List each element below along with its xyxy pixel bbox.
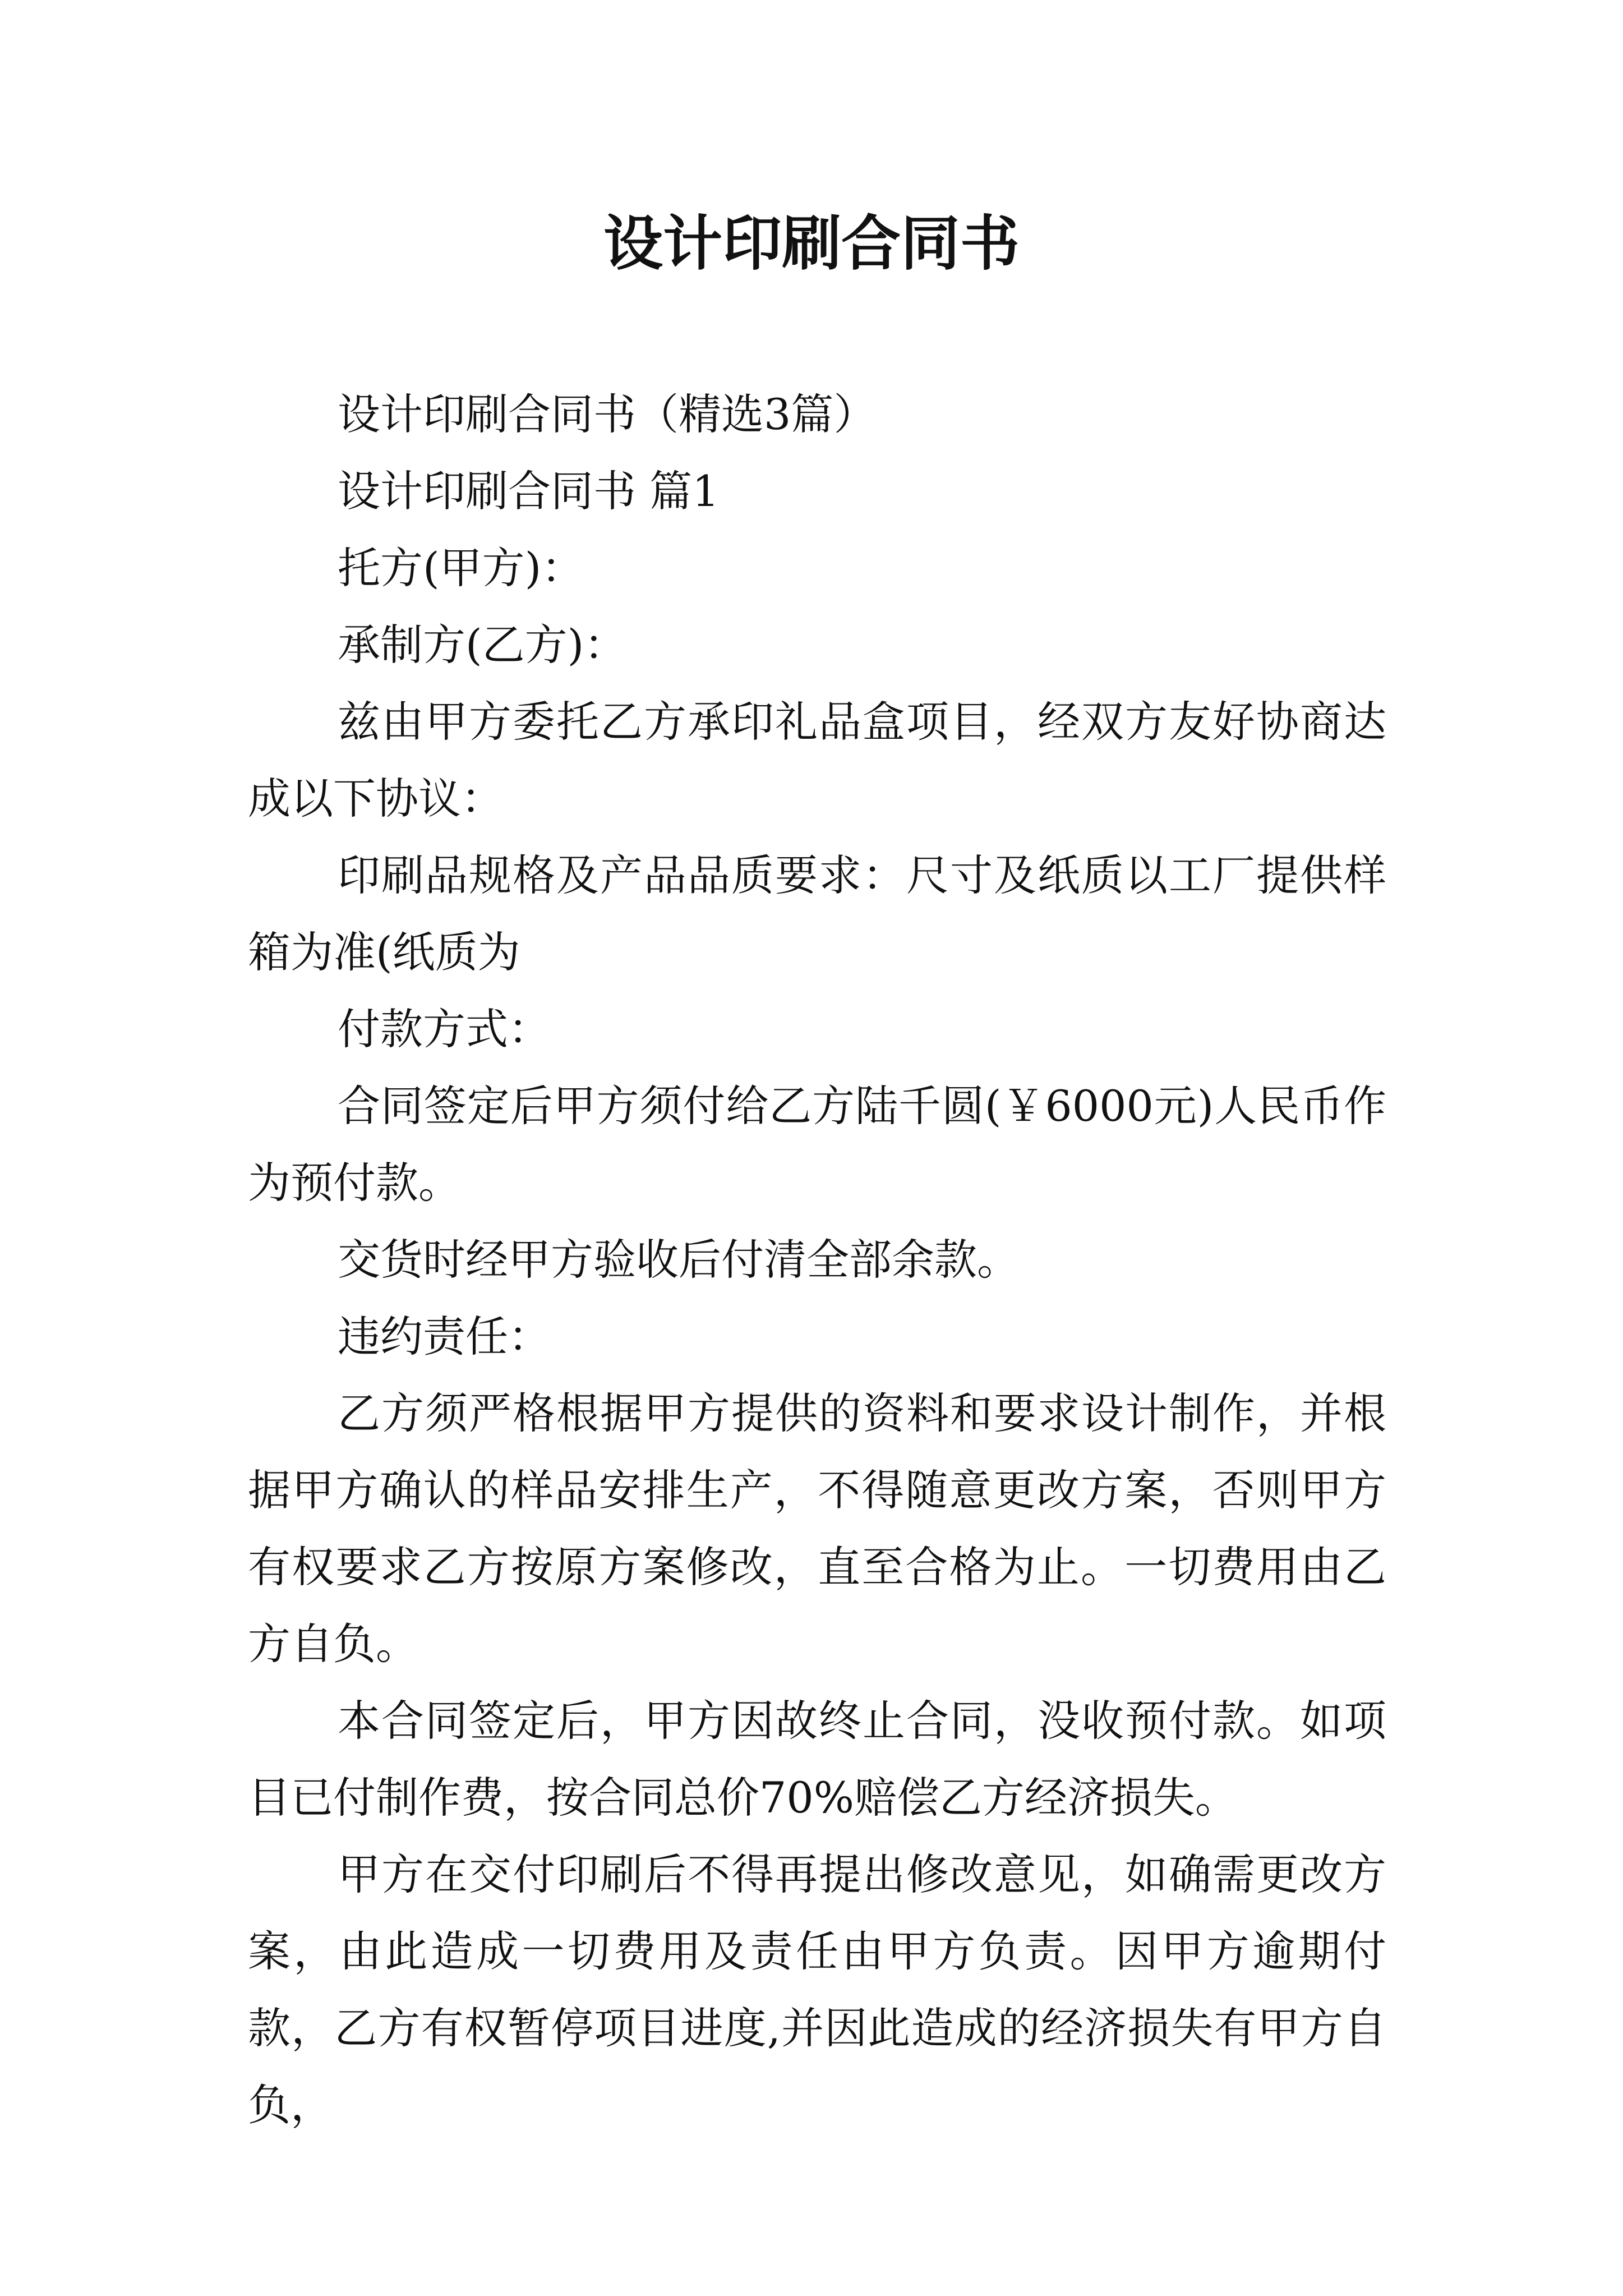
paragraph: 设计印刷合同书（精选3篇） [338, 389, 877, 439]
paragraph: 乙方须严格根据甲方提供的资料和要求设计制作，并根据甲方确认的样品安排生产，不得随意更改方案，否则甲方有权要求乙方按原方案修改，直至合格为止。一切费用由乙方自负。 [248, 1388, 1386, 1669]
paragraph: 违约责任： [338, 1312, 551, 1361]
paragraph: 承制方(乙方)： [338, 620, 627, 670]
paragraph: 兹由甲方委托乙方承印礼品盒项目，经双方友好协商达成以下协议： [248, 697, 1386, 823]
document-title: 设计印刷合同书 [603, 209, 1020, 278]
paragraph: 交货时经甲方验收后付清全部余款。 [338, 1235, 1020, 1285]
paragraph: 付款方式： [338, 1004, 551, 1054]
paragraph: 托方(甲方)： [338, 543, 584, 593]
paragraph: 甲方在交付印刷后不得再提出修改意见，如确需更改方案，由此造成一切费用及责任由甲方负责。因甲方逾期付款，乙方有权暂停项目进度,并因此造成的经济损失有甲方自负， [248, 1849, 1386, 2130]
document-body [248, 376, 1386, 2143]
paragraph: 本合同签定后，甲方因故终止合同，没收预付款。如项目已付制作费，按合同总价70%赔偿乙方经济损失。 [248, 1696, 1386, 1823]
paragraph: 合同签定后甲方须付给乙方陆千圆(￥6000元)人民币作为预付款。 [248, 1081, 1386, 1208]
paragraph: 印刷品规格及产品品质要求：尺寸及纸质以工厂提供样箱为准(纸质为 [248, 850, 1386, 977]
paragraph: 设计印刷合同书 篇1 [338, 466, 720, 516]
